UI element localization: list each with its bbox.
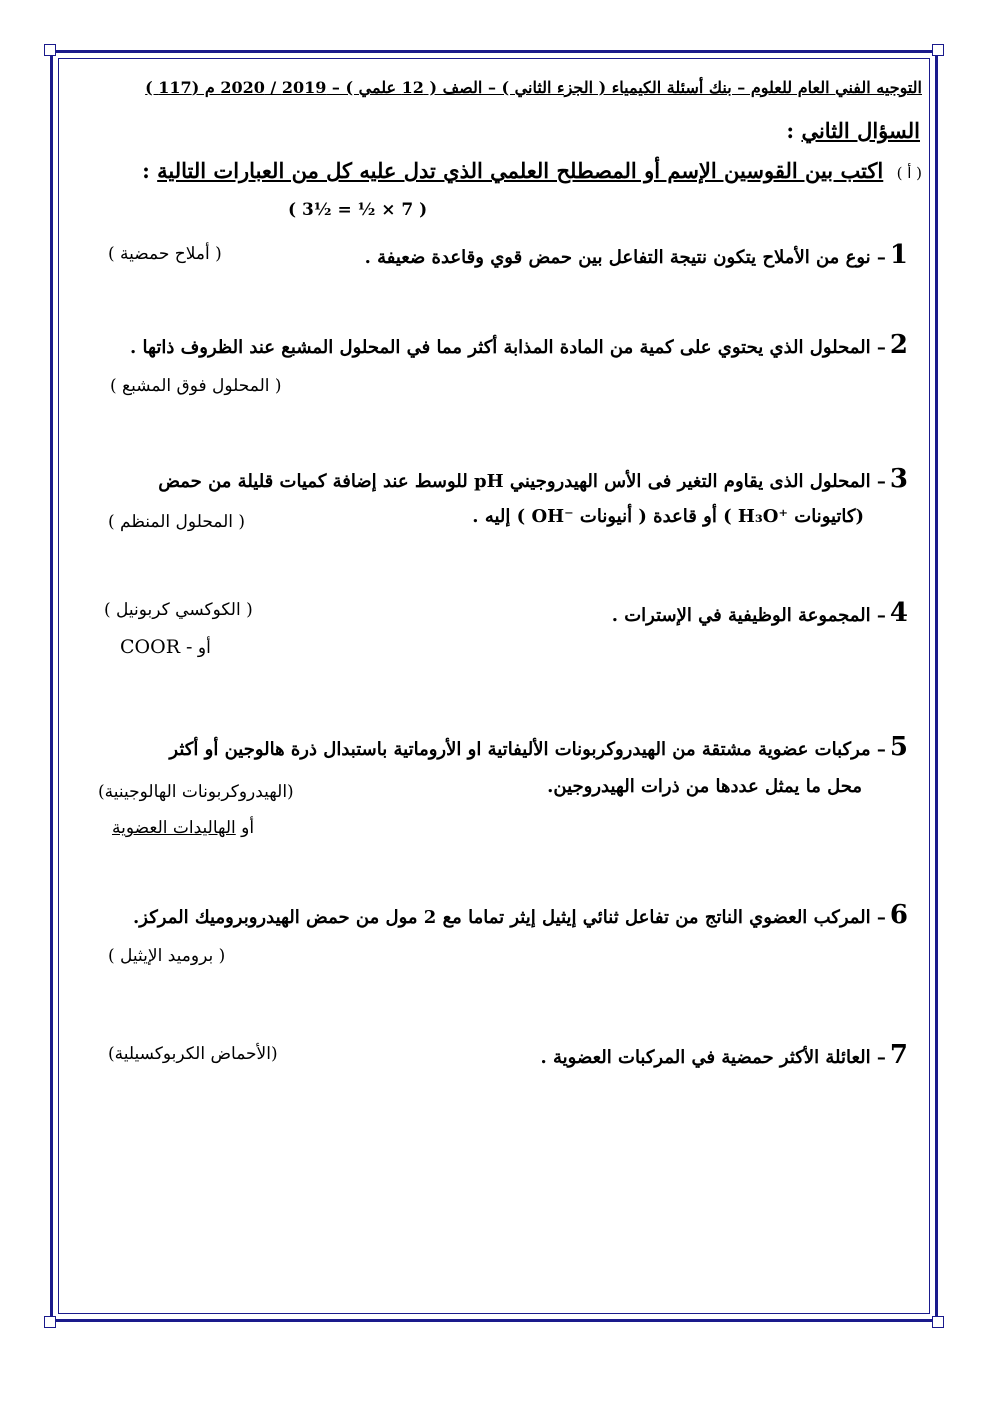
instruction (142, 158, 922, 183)
answer-1: ( أملاح حمضية ) (108, 244, 222, 264)
section-title (786, 118, 920, 143)
answer-5-alternative (112, 818, 254, 838)
text-fragment: (كاتيونات (794, 506, 864, 527)
ester-formula: COOR - (120, 636, 193, 658)
question-5 (169, 732, 908, 762)
answer-2: ( المحلول فوق المشبع ) (110, 376, 282, 396)
question-number: 3 (889, 464, 908, 494)
marks-allocation: ( 3½ = ½ × 7 ) (288, 200, 428, 220)
section-title-colon: : (786, 118, 795, 143)
answer-4-alternative (120, 636, 211, 658)
alt-prefix: أو (241, 818, 255, 838)
question-text: – المركب العضوي الناتج من تفاعل ثنائي إيثيل إيثر تماما مع 2 مول من حمض الهيدروبروميك المركز. (133, 907, 886, 928)
answer-4: ( الكوكسي كربونيل ) (104, 600, 253, 620)
question-3-line-2 (472, 506, 864, 527)
question-text: – مركبات عضوية مشتقة من الهيدروكربونات الأليفاتية او الأروماتية باستبدال ذرة هالوجين أو أكثر (169, 739, 886, 760)
question-1 (365, 240, 908, 270)
instruction-colon: : (142, 158, 150, 183)
question-4 (612, 598, 908, 628)
text-fragment: ) أو قاعدة ( أنيونات (579, 506, 732, 527)
section-title-text: السؤال الثاني (801, 118, 920, 143)
question-number: 7 (889, 1040, 908, 1070)
question-number: 4 (889, 598, 908, 628)
question-3 (158, 464, 908, 494)
instruction-text: اكتب بين القوسين الإسم أو المصطلح العلمي الذي تدل عليه كل من العبارات التالية (157, 158, 884, 183)
text-fragment: ) إليه . (472, 506, 526, 527)
border-corner (932, 44, 944, 56)
answer-3: ( المحلول المنظم ) (108, 512, 246, 532)
question-6 (133, 900, 908, 930)
answer-6: ( بروميد الإيثيل ) (108, 946, 226, 966)
alt-prefix: أو (197, 638, 211, 658)
border-corner (44, 44, 56, 56)
part-label: ( أ ) (896, 164, 922, 182)
answer-7: (الأحماض الكربوكسيلية) (108, 1044, 278, 1064)
question-text: – العائلة الأكثر حمضية في المركبات العضوية . (540, 1047, 886, 1068)
question-text: – المحلول الذى يقاوم التغير فى الأس الهيدروجيني pH للوسط عند إضافة كميات قليلة من حمض (158, 471, 886, 492)
question-5-line-2: محل ما يمثل عددها من ذرات الهيدروجين. (547, 776, 862, 797)
question-7 (540, 1040, 908, 1070)
question-number: 5 (889, 732, 908, 762)
hydroxide-formula: OH⁻ (531, 506, 574, 527)
question-2 (130, 330, 908, 360)
alt-answer: الهاليدات العضوية (112, 818, 236, 838)
question-number: 6 (889, 900, 908, 930)
question-number: 2 (889, 330, 908, 360)
question-text: – نوع من الأملاح يتكون نتيجة التفاعل بين حمض قوي وقاعدة ضعيفة . (364, 247, 886, 268)
answer-5: (الهيدروكربونات الهالوجينية) (98, 782, 294, 802)
border-corner (44, 1316, 56, 1328)
question-text: – المحلول الذي يحتوي على كمية من المادة المذابة أكثر مما في المحلول المشبع عند الظروف ذاتها . (130, 337, 886, 358)
page-header: التوجيه الفني العام للعلوم – بنك أسئلة الكيمياء ( الجزء الثاني ) – الصف ( 12 علمي ) – 2019 / 2020 م (117 ) (145, 78, 922, 97)
question-text: – المجموعة الوظيفية في الإسترات . (611, 605, 886, 626)
hydronium-formula: H₃O⁺ (737, 506, 788, 527)
question-number: 1 (889, 240, 908, 270)
border-corner (932, 1316, 944, 1328)
